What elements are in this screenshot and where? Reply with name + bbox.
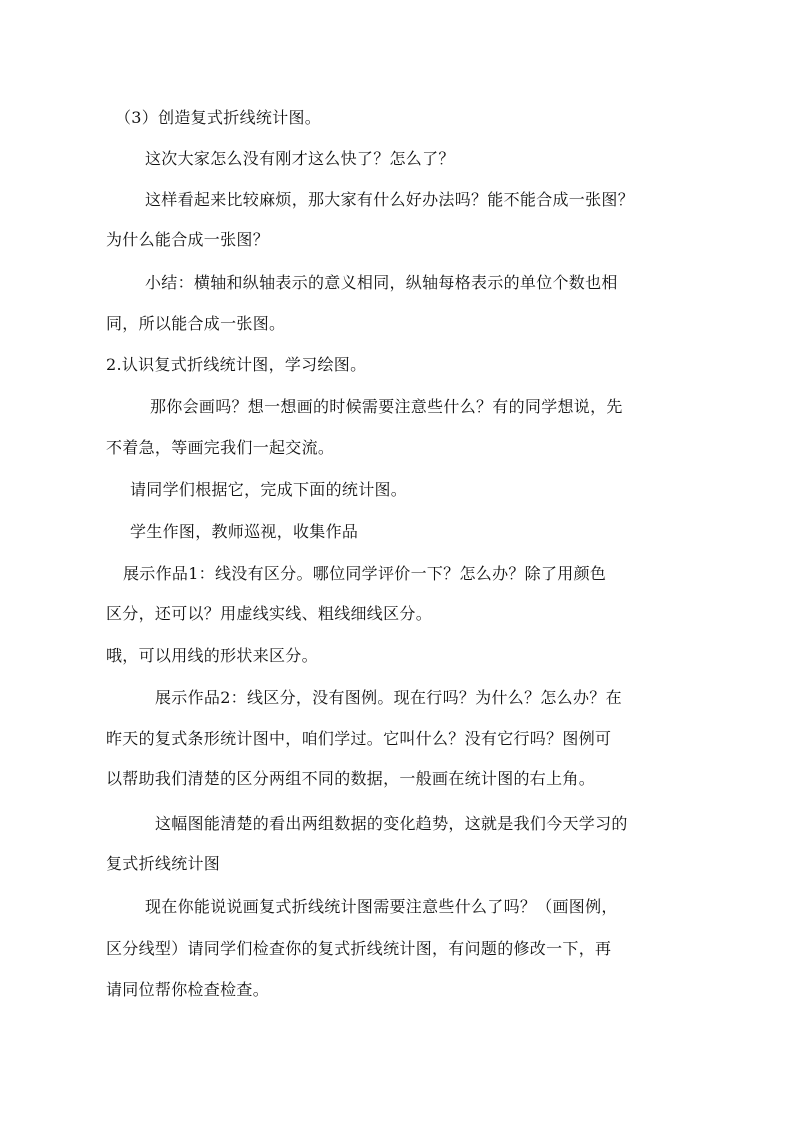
paragraph-line: 区分线型）请同学们检查你的复式折线统计图，有问题的修改一下，再 <box>106 939 612 958</box>
paragraph-line: 复式折线统计图 <box>106 854 221 873</box>
summary-line: 小结：横轴和纵轴表示的意义相同，纵轴每格表示的单位个数也相 <box>145 273 618 292</box>
paragraph-line: 区分，还可以？用虚线实线、粗线细线区分。 <box>106 604 433 623</box>
paragraph-line: 现在你能说说画复式折线统计图需要注意些什么了吗？（画图例， <box>145 897 618 916</box>
summary-line: 同，所以能合成一张图。 <box>106 314 286 333</box>
paragraph-line: 展示作品2：线区分，没有图例。现在行吗？为什么？怎么办？在 <box>155 688 622 707</box>
paragraph-line: 昨天的复式条形统计图中，咱们学过。它叫什么？没有它行吗？图例可 <box>106 729 612 748</box>
paragraph-line: 这次大家怎么没有刚才这么快了？怎么了？ <box>145 149 455 168</box>
section-heading-3: （3）创造复式折线统计图。 <box>115 108 322 127</box>
paragraph-line: 请同位帮你检查检查。 <box>106 980 270 999</box>
paragraph-line: 那你会画吗？想一想画的时候需要注意些什么？有的同学想说，先 <box>150 397 623 416</box>
paragraph-line: 学生作图，教师巡视，收集作品 <box>130 522 359 541</box>
paragraph-line: 以帮助我们清楚的区分两组不同的数据，一般画在统计图的右上角。 <box>106 769 596 788</box>
paragraph-line: 这样看起来比较麻烦，那大家有什么好办法吗？能不能合成一张图？ <box>145 190 635 209</box>
paragraph-line: 为什么能合成一张图？ <box>106 230 270 249</box>
paragraph-line: 展示作品1：线没有区分。哪位同学评价一下？怎么办？除了用颜色 <box>123 564 607 583</box>
paragraph-line: 请同学们根据它，完成下面的统计图。 <box>130 480 408 499</box>
paragraph-line: 哦，可以用线的形状来区分。 <box>106 646 318 665</box>
paragraph-line: 不着急，等画完我们一起交流。 <box>106 438 335 457</box>
paragraph-line: 这幅图能清楚的看出两组数据的变化趋势，这就是我们今天学习的 <box>155 814 628 833</box>
section-heading-2: 2.认识复式折线统计图，学习绘图。 <box>106 355 367 374</box>
